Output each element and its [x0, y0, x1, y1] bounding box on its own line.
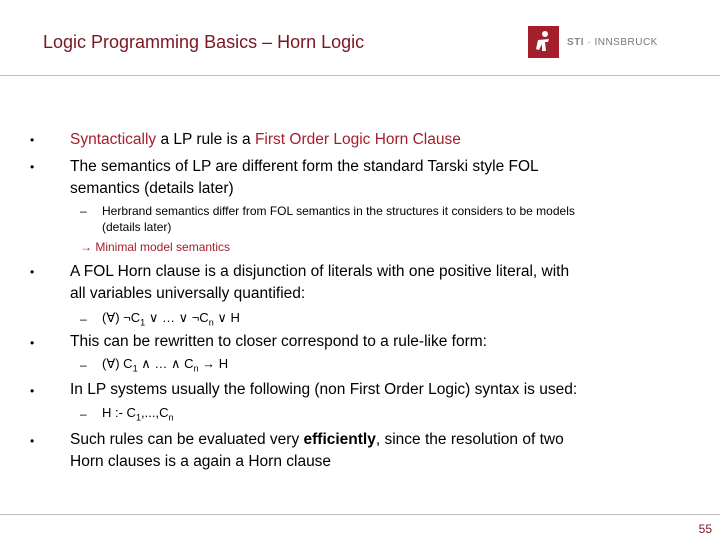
- page-number: 55: [698, 522, 712, 536]
- sub-minimal-model: → Minimal model semantics: [80, 240, 231, 254]
- bullet-marker: •: [30, 160, 35, 174]
- sub-dash: –: [80, 407, 87, 421]
- sub-dash: –: [80, 204, 87, 218]
- footer-divider: [0, 514, 720, 515]
- formula-lp-rule: H :- $C_1,...,C_n$: [102, 405, 174, 423]
- bullet-fol-horn-line2: all variables universally quantified:: [70, 285, 306, 302]
- bullet-marker: •: [30, 133, 35, 147]
- header-divider: [0, 75, 720, 76]
- sub-dash: –: [80, 312, 87, 326]
- sub-herbrand-line2: (details later): [102, 220, 172, 234]
- logo-text: STI · INNSBRUCK: [567, 36, 658, 48]
- sub-herbrand-line1: Herbrand semantics differ from FOL semantics in the structures it considers to be models: [102, 204, 575, 218]
- bullet-marker: •: [30, 265, 35, 279]
- bullet-semantics-line2: semantics (details later): [70, 180, 234, 197]
- formula-disjunction: (∀) $\neg C_1$ ∨ … ∨ $\neg C_n$ ∨ H: [102, 310, 240, 328]
- page-title: Logic Programming Basics – Horn Logic: [43, 32, 365, 52]
- bullet-efficiency-line2: Horn clauses is a again a Horn clause: [70, 453, 332, 470]
- sti-innsbruck-logo: [528, 26, 658, 58]
- bullet-marker: •: [30, 336, 35, 350]
- logo-figure-icon: [528, 26, 559, 58]
- formula-implication: (∀) $C_1$ ∧ … ∧ $C_n \to H$: [102, 356, 229, 374]
- bullet-efficiency-line1: Such rules can be evaluated very efficiently, since the resolution of two: [70, 431, 564, 448]
- bullet-horn-clause: Syntactically a LP rule is a First Order Logic Horn Clause: [70, 131, 461, 148]
- bullet-lp-syntax: In LP systems usually the following (non First Order Logic) syntax is used:: [70, 381, 578, 398]
- bullet-rule-form: This can be rewritten to closer correspond to a rule-like form:: [70, 333, 487, 350]
- bullet-fol-horn-line1: A FOL Horn clause is a disjunction of literals with one positive literal, with: [70, 263, 570, 280]
- bullet-semantics-line1: The semantics of LP are different form the standard Tarski style FOL: [70, 158, 539, 175]
- bullet-marker: •: [30, 384, 35, 398]
- bullet-marker: •: [30, 434, 35, 448]
- sub-dash: –: [80, 358, 87, 372]
